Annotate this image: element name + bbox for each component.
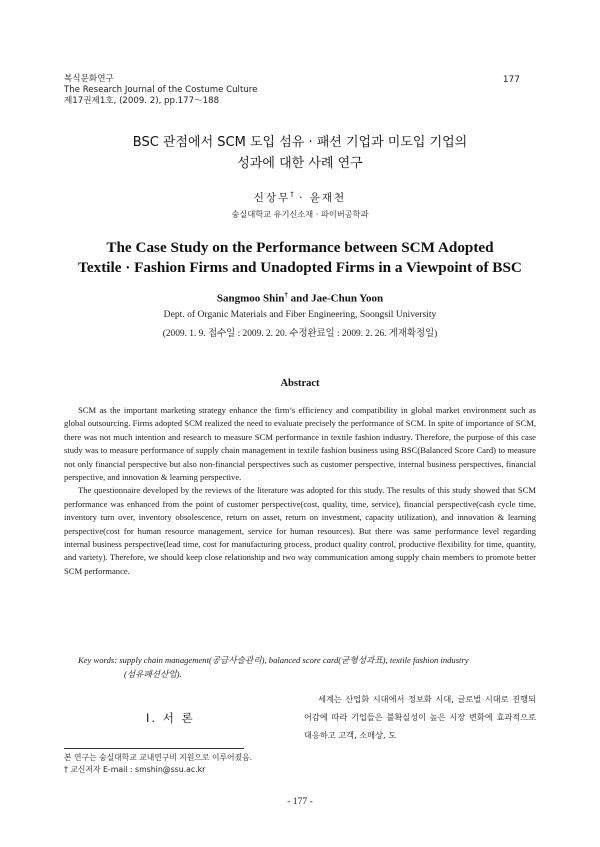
author1-english: Sangmoo Shin xyxy=(216,292,285,305)
title-korean-line1: BSC 관점에서 SCM 도입 섬유 · 패션 기업과 미도입 기업의 xyxy=(132,135,468,150)
journal-name-ko: 복식문화연구 xyxy=(64,74,114,84)
title-english-line1: The Case Study on the Performance between SCM Adopted xyxy=(106,239,494,256)
affiliation-korean: 숭실대학교 유기신소재 · 파이버공학과 xyxy=(231,209,369,219)
authors-english xyxy=(0,291,600,305)
keywords-line1: Key words: supply chain management(공급사슬관리), balanced score card(균형성과표), textile fashion industry xyxy=(78,655,469,665)
abstract-heading: Abstract xyxy=(280,378,320,389)
page-number-bottom: - 177 - xyxy=(287,796,313,807)
volume-info: 제17권제1호, (2009. 2), pp.177～188 xyxy=(64,96,220,106)
title-english xyxy=(0,238,600,278)
page-number-top: 177 xyxy=(502,75,520,85)
title-english-line2: Textile · Fashion Firms and Unadopted Firms in a Viewpoint of BSC xyxy=(78,259,522,276)
author2-korean: 윤재천 xyxy=(309,192,347,204)
journal-name-en: The Research Journal of the Costume Culture xyxy=(64,85,258,95)
author-separator: · xyxy=(293,192,310,204)
abstract-body xyxy=(64,404,536,578)
affiliation-english: Dept. of Organic Materials and Fiber Engineering, Soongsil University xyxy=(163,309,437,320)
journal-header xyxy=(64,74,257,107)
corresponding-mark-en: † xyxy=(284,291,288,299)
footnote-funding: 본 연구는 숭실대학교 교내연구비 지원으로 이루어졌음. xyxy=(64,753,253,762)
title-korean-line2: 성과에 대한 사례 연구 xyxy=(237,156,363,171)
abstract-paragraph-2: The questionnaire developed by the reviews of the literature was adopted for this study. The results of this study showed that SCM performance was enhanced from the point of customer perspective(cost, quality, time, service), financial perspective(cash cycle time, inventory turn over, inventory obsolescence, return on asset, return on investment, capacity utilization), and innovation & learning perspective(cost for human resource management, service for human resources). But there was same performance level regarding internal business perspective(lead time, cost for manufacturing process, product quality control, productive flexibility for time, quantity, and variety). Therefore, we should keep close relationship and two way communication among supply chain members to promote better SCM performance. xyxy=(64,485,536,576)
keywords xyxy=(64,653,536,681)
authors-korean xyxy=(0,190,600,205)
author2-english: and Jae-Chun Yoon xyxy=(287,292,384,305)
submission-dates: (2009. 1. 9. 접수일 : 2009. 2. 20. 수정완료일 : 2009. 2. 26. 게재확정일) xyxy=(162,329,438,339)
keywords-line2: (섬유패션산업). xyxy=(124,669,182,679)
section-heading-introduction: Ⅰ. 서 론 xyxy=(146,711,195,725)
corresponding-mark: † xyxy=(290,190,294,199)
author1-korean: 신상무 xyxy=(253,192,291,204)
footnote-corresponding: † 교신저자 E-mail : smshin@ssu.ac.kr xyxy=(64,765,206,774)
footnote-divider xyxy=(64,748,244,749)
title-korean xyxy=(0,132,600,174)
introduction-text xyxy=(304,690,536,744)
introduction-paragraph: 세계는 산업화 시대에서 정보화 시대, 글로벌 시대로 진행되어감에 따라 기업들은 불확실성이 높은 시장 변화에 효과적으로 대응하고 고객, 소매상, 도 xyxy=(304,694,536,740)
abstract-paragraph-1: SCM as the important marketing strategy enhance the firm’s efficiency and compatibility in global market environment such as global outsourcing. Firms adopted SCM realized the need to evaluate precisely the performance of SCM. In spite of importance of SCM, there was not much intention and research to measure SCM performance in textile fashion industry. Therefore, the purpose of this case study was to measure performance of supply chain management in textile fashion business using BSC(Balanced Score Card) to measure not only financial perspective but also non-financial perspectives such as customer perspective, internal business perspectives, financial perspective, and innovation & learning perspective. xyxy=(64,405,536,483)
footnotes xyxy=(64,752,252,776)
